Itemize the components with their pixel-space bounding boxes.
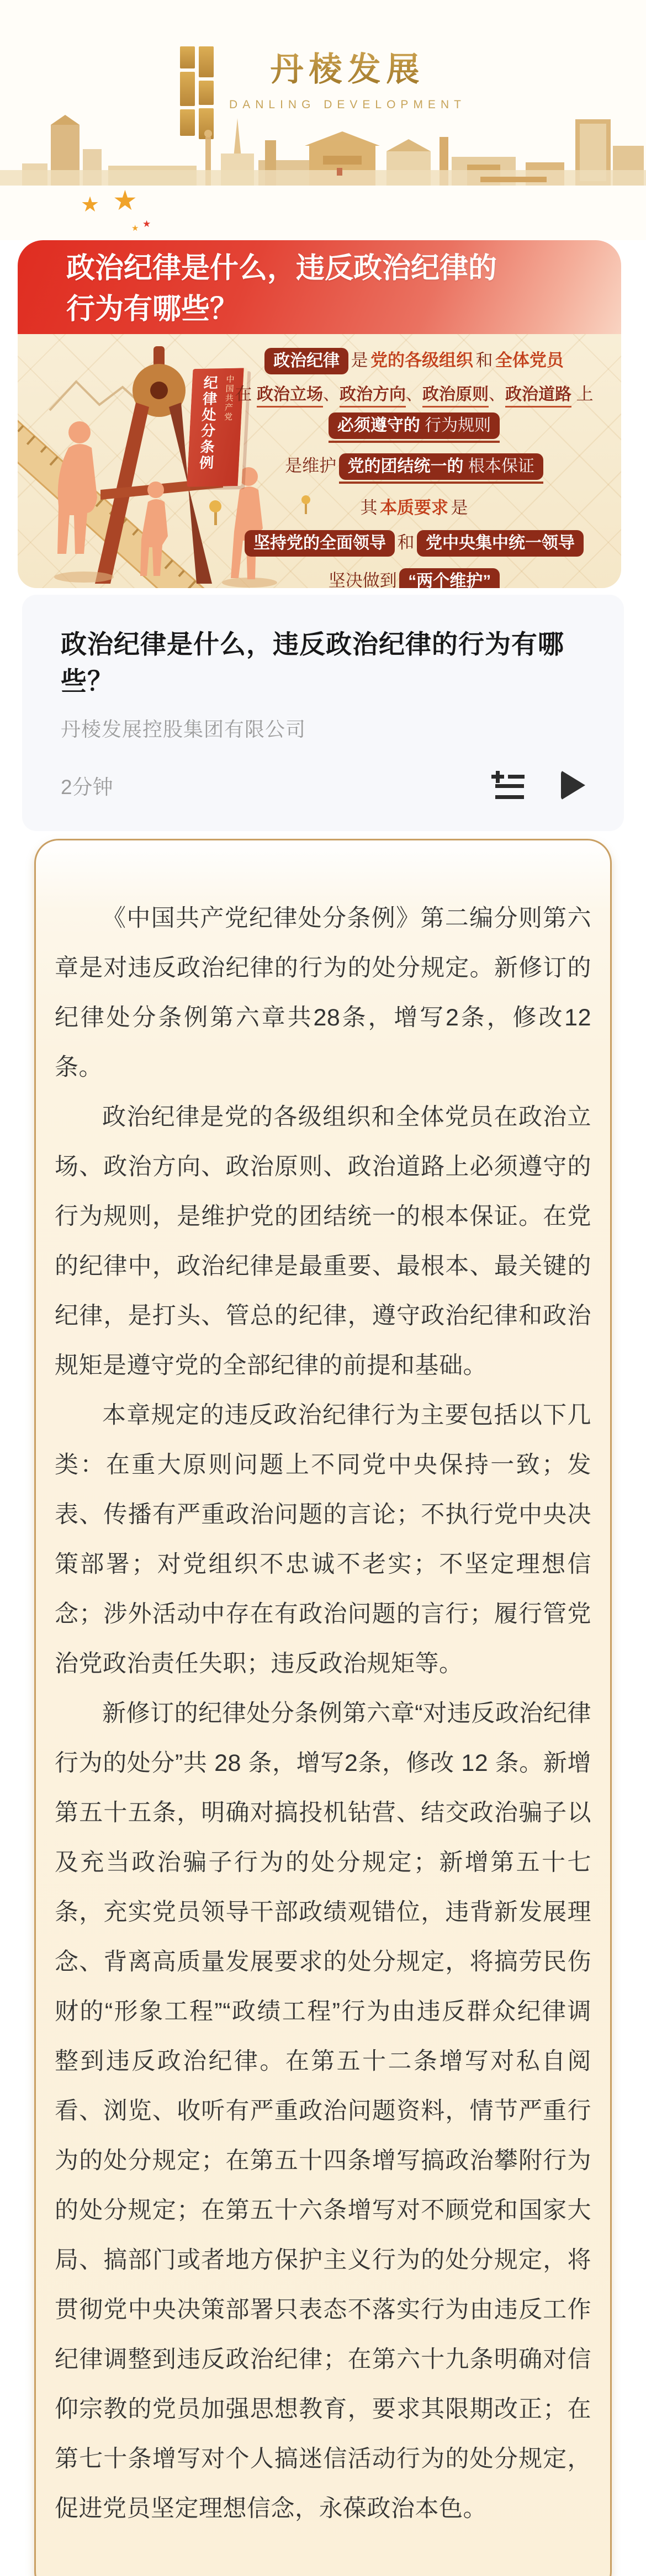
book-subtitle: 中国共产党 xyxy=(223,374,235,422)
body-paragraph: 新修订的纪律处分条例第六章“对违反政治纪律行为的处分”共 28 条，增写2条，修改 12 条。新增第五十五条，明确对搞投机钻营、结交政治骗子以及充当政治骗子行为的处分规定；新增第五十七条，充实党员领导干部政绩观错位，违背新发展理念、背离高质量发展要求的处分规定，将搞劳民伤财的“形象工程”“政绩工程”行为由违反群众纪律调整到违反政治纪律。在第五十二条增写对私自阅看、浏览、收听有严重政治问题资料，情节严重行为的处分规定；在第五十四条增写搞政治攀附行为的处分规定；在第五十六条增写对不顾党和国家大局、搞部门或者地方保护主义行为的处分规定，将贯彻党中央决策部署只表态不落实行为由违反工作纪律调整到违反政治纪律；在第六十九条明确对信仰宗教的党员加强思想教育，要求其限期改正；在第七十条增写对个人搞迷信活动行为的处分规定，促进党员坚定理想信念，永葆政治本色。 xyxy=(55,1700,591,2522)
brand-name-english: DANLING DEVELOPMENT xyxy=(229,98,466,111)
infographic-line5: 其 本质要求 是 xyxy=(360,498,468,517)
article-title: 政治纪律是什么，违反政治纪律的行为有哪些？ xyxy=(61,630,564,696)
body-paragraph: 《中国共产党纪律处分条例》第二编分则第六章是对违反政治纪律的行为的处分规定。新修订的纪律处分条例第六章共28条，增写2条，修改12条。 xyxy=(55,905,591,1081)
brand-name: 丹棱发展 xyxy=(229,43,466,91)
article-header-card xyxy=(22,595,624,831)
infographic-line6: 坚持党的全面领导 和 党中央集中统一领导 xyxy=(221,528,607,557)
article-body-card xyxy=(34,839,612,2576)
infographic-line2: 在 政治立场、政治方向、政治原则、政治道路 上 xyxy=(221,380,607,405)
article-author[interactable]: 丹棱发展控股集团有限公司 xyxy=(61,718,306,740)
central-leadership-pill: 党中央集中统一领导 xyxy=(417,530,584,557)
red-star-icon: ★ xyxy=(142,219,151,229)
book-title: 纪律处分条例 xyxy=(197,375,219,472)
two-upholds-pill: “两个维护” xyxy=(399,568,500,588)
infographic-line3 xyxy=(221,412,607,443)
star-icon: ★ xyxy=(113,185,137,216)
brand-header xyxy=(0,0,646,240)
banner-title-line1: 政治纪律是什么，违反政治纪律的 xyxy=(66,252,497,284)
logo-bar xyxy=(180,46,195,68)
logo-bar xyxy=(199,46,214,77)
read-time: 2分钟 xyxy=(61,776,113,798)
banner-title-line2: 行为有哪些？ xyxy=(66,293,239,325)
body-paragraph: 本章规定的违反政治纪律行为主要包括以下几类：在重大原则问题上不同党中央保持一致；发表、传播有严重政治问题的言论；不执行党中央决策部署；对党组织不忠诚不老实；不坚定理想信念；涉外活动中存在有政治问题的言行；履行管党治党政治责任失职；违反政治规矩等。 xyxy=(55,1402,591,1677)
article-paragraphs xyxy=(55,893,591,2533)
term-pill: 政治纪律 xyxy=(264,348,348,374)
unity-pill: 党的团结统一的 根本保证 xyxy=(339,453,543,480)
play-icon[interactable] xyxy=(561,770,585,800)
infographic-line1: 政治纪律 是 党的各级组织 和 全体党员 xyxy=(221,346,607,374)
infographic-card xyxy=(18,334,621,588)
rule-pill: 必须遵守的 行为规则 xyxy=(329,412,500,439)
star-icon: ★ xyxy=(131,224,139,233)
star-icon: ★ xyxy=(81,193,100,216)
city-skyline-illustration xyxy=(0,115,646,186)
body-paragraph: 政治纪律是党的各级组织和全体党员在政治立场、政治方向、政治原则、政治道路上必须遵守的行为规则，是维护党的团结统一的根本保证。在党的纪律中，政治纪律是最重要、最根本、最关键的纪律，是打头、管总的纪律，遵守政治纪律和政治规矩是遵守党的全部纪律的前提和基础。 xyxy=(55,1104,591,1379)
infographic-text xyxy=(221,341,607,588)
infographic-line4: 是维护 党的团结统一的 根本保证 xyxy=(221,452,607,484)
article-meta-row xyxy=(61,770,585,800)
logo-bar xyxy=(180,72,195,106)
playlist-add-icon[interactable] xyxy=(491,771,525,800)
logo-bar xyxy=(199,81,214,105)
leadership-pill: 坚持党的全面领导 xyxy=(245,530,395,557)
infographic-line7: 坚决做到 “两个维护” xyxy=(221,567,607,588)
headline-banner xyxy=(18,240,621,334)
